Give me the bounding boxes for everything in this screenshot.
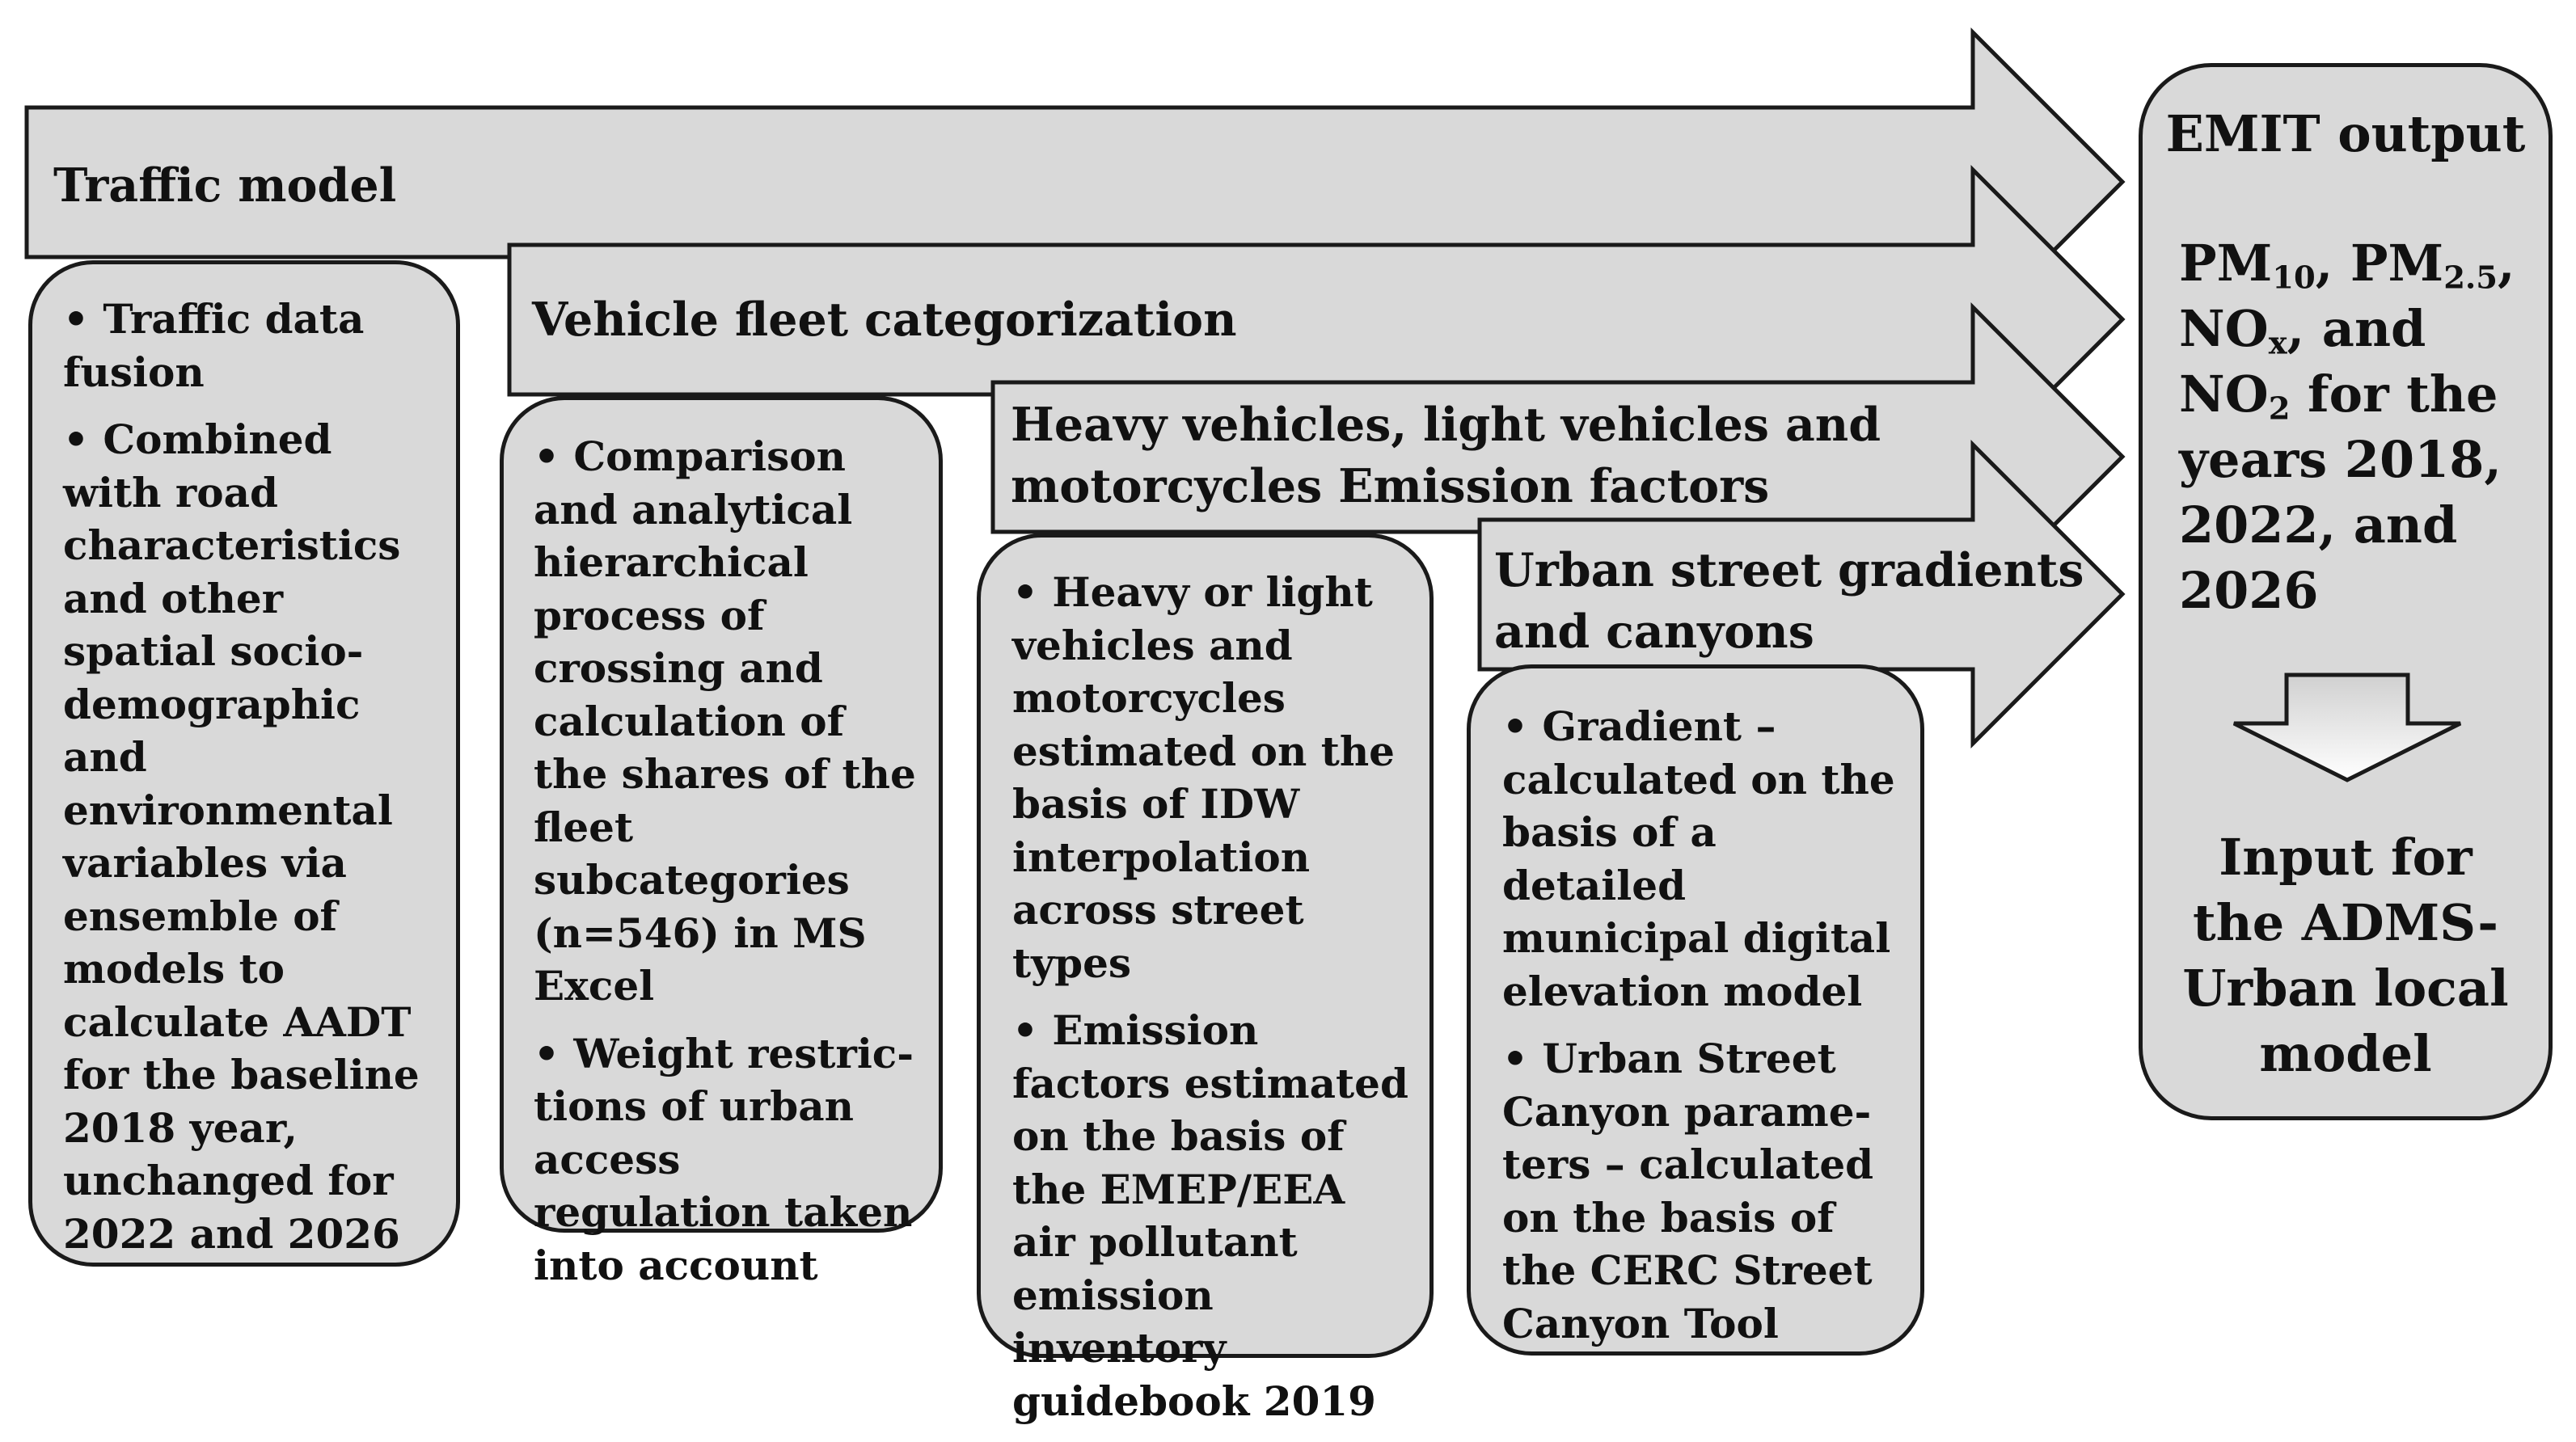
pm25-subscript: 2.5 xyxy=(2443,259,2498,297)
street-gradients-label-line-2: and canyons xyxy=(1494,605,1814,659)
bullet-item: • Weight restric-tions of urban access regulation taken into account xyxy=(534,1027,922,1292)
nox-label: NO xyxy=(2179,299,2269,358)
and-text: , and xyxy=(2287,299,2426,358)
street-gradients-bullets xyxy=(1502,700,1902,1364)
pm10-subscript: 10 xyxy=(2272,259,2316,297)
output-years-text: for the years 2018, 2022, and 2026 xyxy=(2179,365,2502,620)
emission-factors-bullets xyxy=(1012,566,1417,1442)
down-arrow-icon xyxy=(2230,671,2464,784)
bullet-item: • Combined with road characteristics and other spatial socio-demographic and environmental variables via ensemble of models to calculate AADT for the baseline 2018 year, unchanged for 2022 and 2026 xyxy=(63,413,443,1260)
pm10-label: PM xyxy=(2179,234,2273,293)
nox-subscript: x xyxy=(2268,325,2287,362)
adms-input-text: Input for the ADMS-Urban local model xyxy=(2182,828,2509,1083)
emission-factors-label xyxy=(1011,394,1881,517)
emit-output-pollutants xyxy=(2179,230,2519,623)
bullet-item: • Comparison and analytical hierarchical process of crossing and calculation of the shares of the fleet subcategories (n=546) in MS Excel xyxy=(534,430,922,1013)
traffic-model-label: Traffic model xyxy=(53,158,397,213)
bullet-item: • Emission factors estimated on the basis of the EMEP/EEA air pollutant emission inventory guidebook 2019 xyxy=(1012,1004,1417,1427)
emission-factors-label-line-1: Heavy vehicles, light vehicles and xyxy=(1011,398,1881,452)
street-gradients-label xyxy=(1494,540,2084,663)
no2-label: NO xyxy=(2179,365,2269,424)
bullet-item: • Traffic data fusion xyxy=(63,293,443,398)
emission-factors-label-line-2: motorcycles Emission factors xyxy=(1011,459,1770,513)
emit-output-title: EMIT output xyxy=(2165,104,2526,163)
bullet-item: • Heavy or light vehicles and motorcycles estimated on the basis of IDW interpolation across street types xyxy=(1012,566,1417,989)
street-gradients-label-line-1: Urban street gradients xyxy=(1494,543,2084,597)
vehicle-fleet-bullets xyxy=(534,430,922,1306)
no2-subscript: 2 xyxy=(2268,390,2291,428)
traffic-model-bullets xyxy=(63,293,443,1275)
vehicle-fleet-label: Vehicle fleet categorization xyxy=(532,293,1237,347)
pm25-label: PM xyxy=(2350,234,2444,293)
separator: , xyxy=(2498,234,2515,293)
bullet-item: • Urban Street Canyon parame-ters – calculated on the basis of the CERC Street Canyon Tool xyxy=(1502,1032,1902,1350)
separator: , xyxy=(2315,234,2333,293)
bullet-item: • Gradient – calculated on the basis of a detailed municipal digital elevation model xyxy=(1502,700,1902,1018)
